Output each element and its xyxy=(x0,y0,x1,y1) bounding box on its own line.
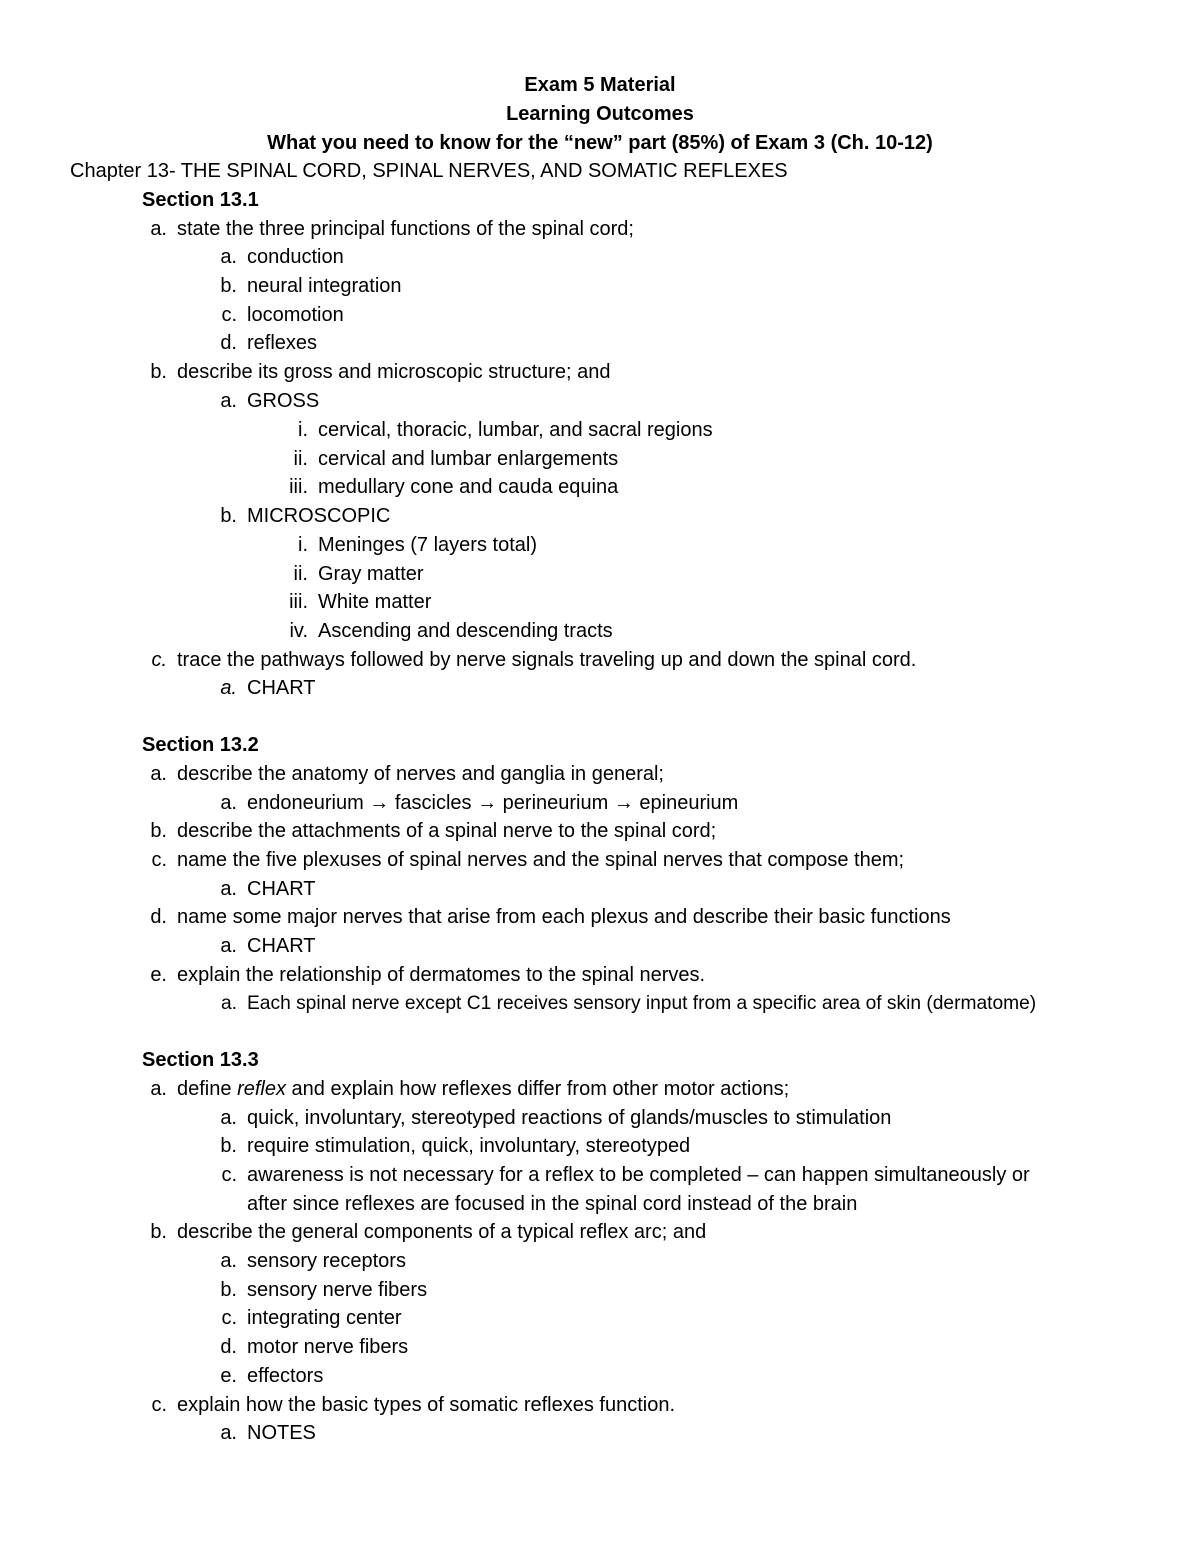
sub-item xyxy=(220,676,316,700)
section-heading: Section 13.3 xyxy=(142,1049,259,1071)
list-marker: i. xyxy=(298,419,308,441)
item-text: name some major nerves that arise from each plexus and describe their basic functions xyxy=(177,906,951,928)
item-text: Each spinal nerve except C1 receives sensory input from a specific area of skin (dermatome) xyxy=(247,993,1037,1014)
outcome-item xyxy=(150,762,664,786)
item-text: locomotion xyxy=(247,304,344,326)
sub-item xyxy=(220,1106,892,1130)
item-text: NOTES xyxy=(247,1422,316,1444)
item-text: integrating center xyxy=(247,1307,402,1329)
section-heading: Section 13.2 xyxy=(142,734,259,756)
item-text: cervical and lumbar enlargements xyxy=(318,448,619,470)
item-text: Ascending and descending tracts xyxy=(318,620,613,642)
outcome-item xyxy=(150,217,634,241)
outcome-item xyxy=(150,963,706,987)
list-marker: i. xyxy=(298,534,308,556)
list-marker: a. xyxy=(220,993,237,1014)
sub-item xyxy=(220,1364,324,1388)
item-text: define xyxy=(177,1078,238,1100)
list-marker: a. xyxy=(220,1250,237,1272)
item-text: describe its gross and microscopic structure; and xyxy=(177,361,611,383)
list-marker: d. xyxy=(220,1336,237,1358)
list-marker: b. xyxy=(220,1279,237,1301)
sub-sub-item xyxy=(298,418,713,442)
item-text: state the three principal functions of the spinal cord; xyxy=(177,218,634,240)
item-text: conduction xyxy=(247,246,344,268)
sub-sub-item xyxy=(289,590,432,614)
list-marker: ii. xyxy=(293,448,308,470)
list-marker: d. xyxy=(150,906,167,928)
list-marker: b. xyxy=(220,1135,237,1157)
sub-sub-item xyxy=(298,533,537,557)
item-text: describe the anatomy of nerves and ganglia in general; xyxy=(177,763,664,785)
item-text: GROSS xyxy=(247,390,320,412)
chapter-heading: Chapter 13- THE SPINAL CORD, SPINAL NERVES, AND SOMATIC REFLEXES xyxy=(70,160,788,182)
outcome-item xyxy=(151,648,917,672)
item-text: quick, involuntary, stereotyped reactions of glands/muscles to stimulation xyxy=(247,1107,892,1129)
item-text: describe the general components of a typical reflex arc; and xyxy=(177,1221,707,1243)
sub-item xyxy=(220,274,402,298)
item-text: endoneurium → fascicles → perineurium → epineurium xyxy=(247,792,739,814)
sub-item xyxy=(221,1163,1030,1187)
list-marker: a. xyxy=(220,390,237,412)
list-marker: e. xyxy=(150,964,167,986)
sub-item xyxy=(220,934,316,958)
list-marker: a. xyxy=(220,792,237,814)
list-marker: a. xyxy=(220,878,237,900)
item-text: awareness is not necessary for a reflex to be completed – can happen simultaneously or xyxy=(247,1164,1030,1186)
sub-item-continuation: after since reflexes are focused in the spinal cord instead of the brain xyxy=(247,1193,858,1215)
list-marker: a. xyxy=(220,677,237,699)
list-marker: a. xyxy=(150,763,167,785)
sub-item xyxy=(220,992,1037,1016)
sub-item xyxy=(220,791,739,815)
doc-note: What you need to know for the “new” part (85%) of Exam 3 (Ch. 10-12) xyxy=(267,132,933,154)
sub-item xyxy=(221,1306,402,1330)
item-text: Meninges (7 layers total) xyxy=(318,534,537,556)
item-text: trace the pathways followed by nerve signals traveling up and down the spinal cord. xyxy=(177,649,917,671)
item-text: motor nerve fibers xyxy=(247,1336,409,1358)
item-text: reflexes xyxy=(247,332,318,354)
sub-item xyxy=(220,1335,409,1359)
sub-sub-item xyxy=(293,447,619,471)
list-marker: a. xyxy=(150,1078,167,1100)
section-heading: Section 13.1 xyxy=(142,189,259,211)
item-text: and explain how reflexes differ from other motor actions; xyxy=(285,1078,790,1100)
sub-item xyxy=(220,504,391,528)
list-marker: iv. xyxy=(289,620,308,642)
sub-item xyxy=(220,1249,406,1273)
list-marker: a. xyxy=(220,246,237,268)
item-text-italic: reflex xyxy=(237,1078,286,1100)
item-text: require stimulation, quick, involuntary, stereotyped xyxy=(247,1135,691,1157)
item-text: CHART xyxy=(247,878,316,900)
item-text: name the five plexuses of spinal nerves and the spinal nerves that compose them; xyxy=(177,849,905,871)
list-marker: b. xyxy=(150,361,167,383)
list-marker: b. xyxy=(150,1221,167,1243)
sub-sub-item xyxy=(293,562,424,586)
outcome-item xyxy=(151,848,905,872)
sub-item xyxy=(220,1278,428,1302)
list-marker: d. xyxy=(220,332,237,354)
item-text: cervical, thoracic, lumbar, and sacral regions xyxy=(318,419,713,441)
outcome-item xyxy=(150,360,611,384)
item-text: sensory receptors xyxy=(247,1250,406,1272)
list-marker: c. xyxy=(151,649,167,671)
item-text: CHART xyxy=(247,935,316,957)
sub-item xyxy=(221,303,344,327)
sub-item xyxy=(220,877,316,901)
item-text: explain the relationship of dermatomes to the spinal nerves. xyxy=(177,964,706,986)
item-text: sensory nerve fibers xyxy=(247,1279,428,1301)
outcome-item xyxy=(150,819,717,843)
list-marker: c. xyxy=(221,304,237,326)
item-text: describe the attachments of a spinal nerve to the spinal cord; xyxy=(177,820,717,842)
list-marker: e. xyxy=(220,1365,237,1387)
item-text: MICROSCOPIC xyxy=(247,505,391,527)
item-text: effectors xyxy=(247,1365,324,1387)
list-marker: b. xyxy=(220,275,237,297)
sub-item xyxy=(220,1134,691,1158)
sub-item xyxy=(220,1421,316,1445)
sub-item xyxy=(220,245,344,269)
list-marker: iii. xyxy=(289,476,308,498)
outcome-item xyxy=(150,1220,707,1244)
outcome-item xyxy=(150,905,951,929)
list-marker: a. xyxy=(220,935,237,957)
list-marker: b. xyxy=(150,820,167,842)
list-marker: a. xyxy=(220,1422,237,1444)
list-marker: a. xyxy=(220,1107,237,1129)
sub-item xyxy=(220,389,320,413)
sub-item xyxy=(220,331,318,355)
list-marker: a. xyxy=(150,218,167,240)
doc-title: Exam 5 Material xyxy=(524,74,676,96)
item-text: CHART xyxy=(247,677,316,699)
list-marker: iii. xyxy=(289,591,308,613)
doc-subtitle: Learning Outcomes xyxy=(506,103,694,125)
sub-sub-item xyxy=(289,619,613,643)
outcome-item xyxy=(150,1077,790,1101)
item-text: medullary cone and cauda equina xyxy=(318,476,619,498)
outcome-item xyxy=(151,1393,676,1417)
list-marker: c. xyxy=(221,1307,237,1329)
item-text: neural integration xyxy=(247,275,402,297)
list-marker: c. xyxy=(151,849,167,871)
list-marker: c. xyxy=(151,1394,167,1416)
sub-sub-item xyxy=(289,475,619,499)
item-text: Gray matter xyxy=(318,563,424,585)
list-marker: b. xyxy=(220,505,237,527)
list-marker: ii. xyxy=(293,563,308,585)
item-text: White matter xyxy=(318,591,432,613)
list-marker: c. xyxy=(221,1164,237,1186)
item-text: explain how the basic types of somatic reflexes function. xyxy=(177,1394,676,1416)
